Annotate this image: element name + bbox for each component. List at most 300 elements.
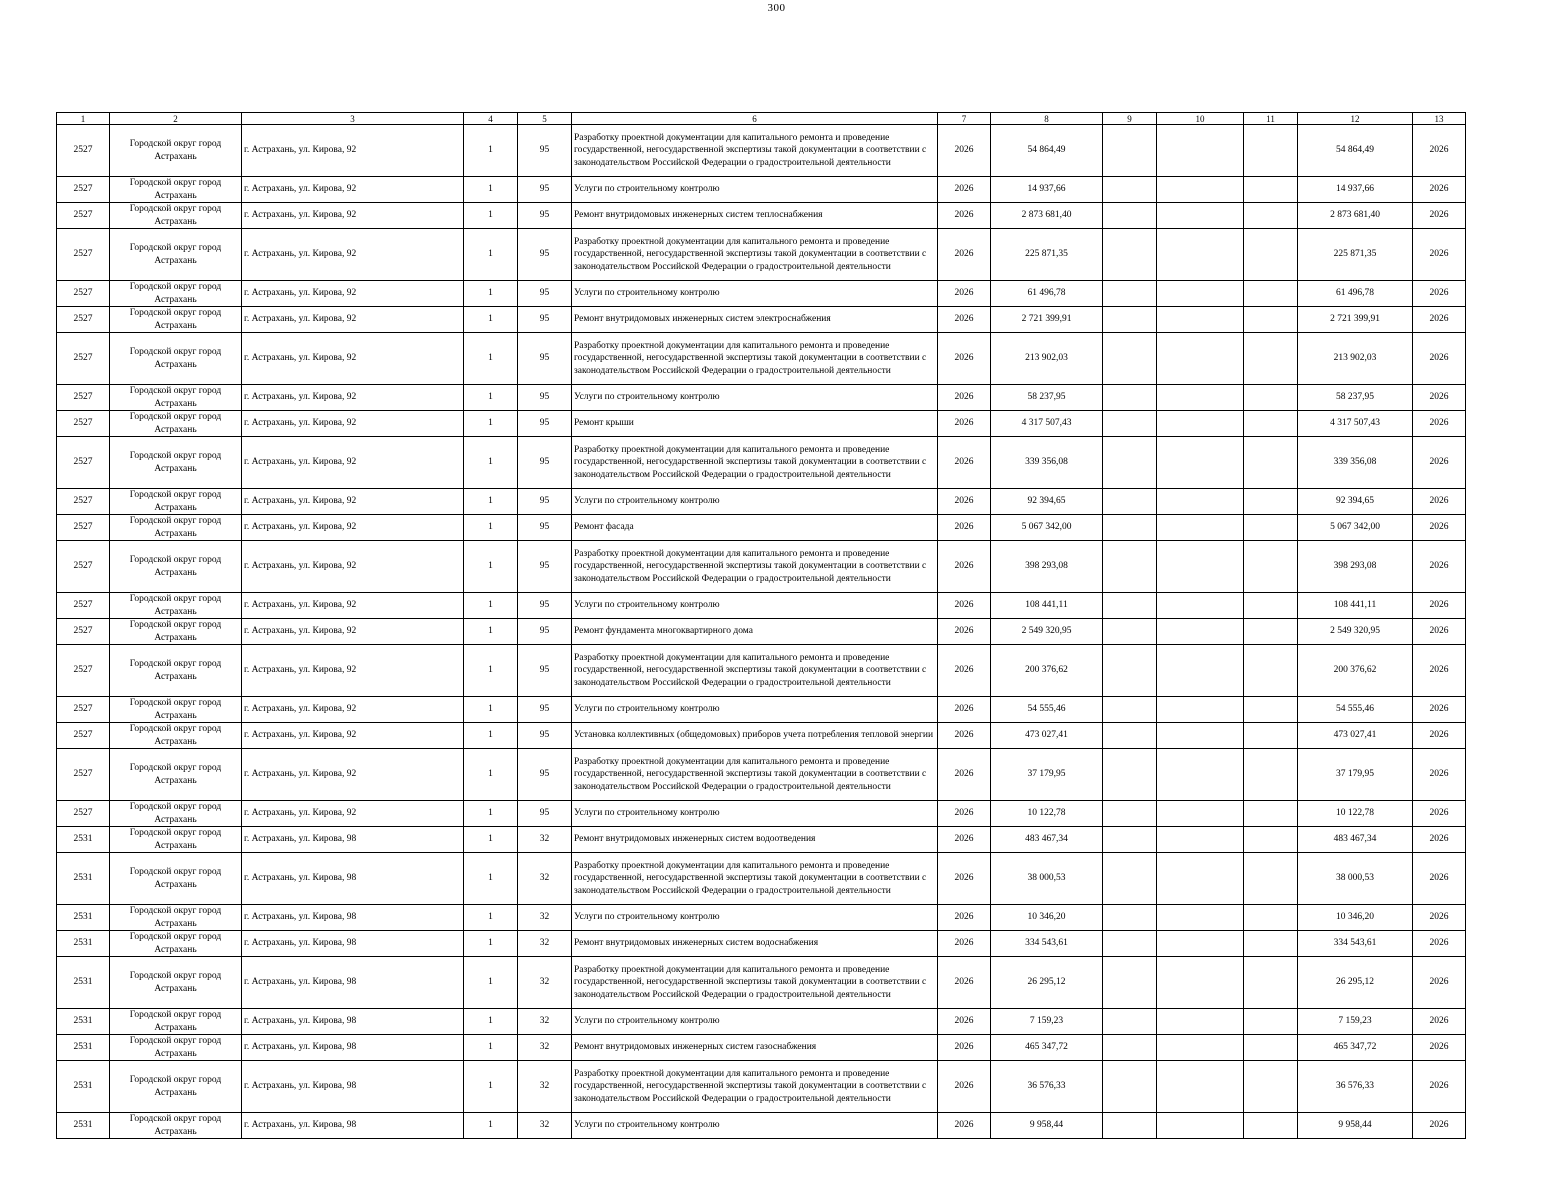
column-4-cell: 1 — [464, 437, 518, 489]
column-12-cost-cell: 9 958,44 — [1298, 1113, 1413, 1139]
column-12-cost-cell: 2 549 320,95 — [1298, 619, 1413, 645]
record-number-cell: 2527 — [57, 411, 110, 437]
address-cell: г. Астрахань, ул. Кирова, 92 — [242, 541, 464, 593]
column-12-cost-cell: 339 356,08 — [1298, 437, 1413, 489]
column-header: 10 — [1157, 113, 1244, 125]
record-number-cell: 2527 — [57, 489, 110, 515]
column-9-cell — [1103, 203, 1157, 229]
year-cell: 2026 — [938, 1035, 991, 1061]
year-cell: 2026 — [938, 515, 991, 541]
record-number-cell: 2527 — [57, 619, 110, 645]
table-row — [57, 1061, 1466, 1113]
record-number-cell: 2531 — [57, 1035, 110, 1061]
total-cost-cell: 54 555,46 — [991, 697, 1103, 723]
total-cost-cell: 54 864,49 — [991, 125, 1103, 177]
column-12-cost-cell: 5 067 342,00 — [1298, 515, 1413, 541]
column-9-cell — [1103, 619, 1157, 645]
column-10-cell — [1157, 515, 1244, 541]
column-11-cell — [1244, 801, 1298, 827]
record-number-cell: 2531 — [57, 905, 110, 931]
record-number-cell: 2527 — [57, 437, 110, 489]
column-12-cost-cell: 54 555,46 — [1298, 697, 1413, 723]
record-number-cell: 2527 — [57, 801, 110, 827]
column-12-cost-cell: 2 721 399,91 — [1298, 307, 1413, 333]
column-11-cell — [1244, 437, 1298, 489]
column-9-cell — [1103, 957, 1157, 1009]
year-cell: 2026 — [938, 801, 991, 827]
column-4-cell: 1 — [464, 593, 518, 619]
column-4-cell: 1 — [464, 1009, 518, 1035]
record-number-cell: 2527 — [57, 593, 110, 619]
column-9-cell — [1103, 1009, 1157, 1035]
total-cost-cell: 7 159,23 — [991, 1009, 1103, 1035]
column-header: 7 — [938, 113, 991, 125]
column-10-cell — [1157, 1035, 1244, 1061]
column-header: 6 — [572, 113, 938, 125]
table-row — [57, 1035, 1466, 1061]
table-row — [57, 281, 1466, 307]
column-4-cell: 1 — [464, 125, 518, 177]
table-row — [57, 203, 1466, 229]
column-5-cell: 95 — [518, 723, 572, 749]
municipality-cell: Городской округ город Астрахань — [110, 1009, 242, 1035]
year-cell: 2026 — [938, 281, 991, 307]
completion-year-cell: 2026 — [1413, 177, 1466, 203]
address-cell: г. Астрахань, ул. Кирова, 92 — [242, 619, 464, 645]
table-row — [57, 333, 1466, 385]
column-9-cell — [1103, 333, 1157, 385]
municipality-cell: Городской округ город Астрахань — [110, 931, 242, 957]
column-10-cell — [1157, 177, 1244, 203]
year-cell: 2026 — [938, 489, 991, 515]
work-type-cell: Услуги по строительному контролю — [572, 489, 938, 515]
column-11-cell — [1244, 1061, 1298, 1113]
completion-year-cell: 2026 — [1413, 437, 1466, 489]
municipality-cell: Городской округ город Астрахань — [110, 1061, 242, 1113]
column-5-cell: 95 — [518, 333, 572, 385]
year-cell: 2026 — [938, 749, 991, 801]
total-cost-cell: 10 122,78 — [991, 801, 1103, 827]
column-9-cell — [1103, 177, 1157, 203]
column-header: 1 — [57, 113, 110, 125]
column-12-cost-cell: 483 467,34 — [1298, 827, 1413, 853]
year-cell: 2026 — [938, 619, 991, 645]
column-5-cell: 32 — [518, 1009, 572, 1035]
column-10-cell — [1157, 801, 1244, 827]
column-4-cell: 1 — [464, 385, 518, 411]
column-header: 4 — [464, 113, 518, 125]
column-5-cell: 32 — [518, 1061, 572, 1113]
year-cell: 2026 — [938, 229, 991, 281]
column-4-cell: 1 — [464, 489, 518, 515]
column-5-cell: 95 — [518, 177, 572, 203]
address-cell: г. Астрахань, ул. Кирова, 98 — [242, 905, 464, 931]
column-10-cell — [1157, 385, 1244, 411]
column-11-cell — [1244, 853, 1298, 905]
column-4-cell: 1 — [464, 645, 518, 697]
municipality-cell: Городской округ город Астрахань — [110, 827, 242, 853]
year-cell: 2026 — [938, 1009, 991, 1035]
municipality-cell: Городской округ город Астрахань — [110, 203, 242, 229]
column-12-cost-cell: 4 317 507,43 — [1298, 411, 1413, 437]
address-cell: г. Астрахань, ул. Кирова, 92 — [242, 229, 464, 281]
total-cost-cell: 213 902,03 — [991, 333, 1103, 385]
column-12-cost-cell: 473 027,41 — [1298, 723, 1413, 749]
work-type-cell: Услуги по строительному контролю — [572, 385, 938, 411]
address-cell: г. Астрахань, ул. Кирова, 98 — [242, 1035, 464, 1061]
column-number-row — [57, 113, 1466, 125]
year-cell: 2026 — [938, 125, 991, 177]
total-cost-cell: 92 394,65 — [991, 489, 1103, 515]
record-number-cell: 2527 — [57, 229, 110, 281]
work-type-cell: Ремонт внутридомовых инженерных систем электроснабжения — [572, 307, 938, 333]
completion-year-cell: 2026 — [1413, 515, 1466, 541]
column-9-cell — [1103, 1113, 1157, 1139]
year-cell: 2026 — [938, 645, 991, 697]
column-11-cell — [1244, 333, 1298, 385]
address-cell: г. Астрахань, ул. Кирова, 92 — [242, 281, 464, 307]
total-cost-cell: 2 873 681,40 — [991, 203, 1103, 229]
record-number-cell: 2527 — [57, 749, 110, 801]
column-10-cell — [1157, 229, 1244, 281]
year-cell: 2026 — [938, 411, 991, 437]
column-9-cell — [1103, 697, 1157, 723]
municipality-cell: Городской округ город Астрахань — [110, 697, 242, 723]
completion-year-cell: 2026 — [1413, 229, 1466, 281]
column-10-cell — [1157, 905, 1244, 931]
address-cell: г. Астрахань, ул. Кирова, 92 — [242, 385, 464, 411]
column-11-cell — [1244, 125, 1298, 177]
work-type-cell: Ремонт внутридомовых инженерных систем газоснабжения — [572, 1035, 938, 1061]
column-4-cell: 1 — [464, 1113, 518, 1139]
column-4-cell: 1 — [464, 905, 518, 931]
column-10-cell — [1157, 1061, 1244, 1113]
total-cost-cell: 200 376,62 — [991, 645, 1103, 697]
column-11-cell — [1244, 931, 1298, 957]
column-5-cell: 95 — [518, 307, 572, 333]
total-cost-cell: 4 317 507,43 — [991, 411, 1103, 437]
record-number-cell: 2527 — [57, 515, 110, 541]
column-5-cell: 32 — [518, 827, 572, 853]
column-5-cell: 95 — [518, 515, 572, 541]
address-cell: г. Астрахань, ул. Кирова, 92 — [242, 437, 464, 489]
municipality-cell: Городской округ город Астрахань — [110, 229, 242, 281]
column-4-cell: 1 — [464, 931, 518, 957]
column-5-cell: 95 — [518, 437, 572, 489]
column-5-cell: 95 — [518, 697, 572, 723]
column-12-cost-cell: 10 346,20 — [1298, 905, 1413, 931]
column-header: 11 — [1244, 113, 1298, 125]
column-10-cell — [1157, 645, 1244, 697]
column-4-cell: 1 — [464, 723, 518, 749]
work-type-cell: Разработку проектной документации для капитального ремонта и проведение государственной, негосударственной экспертизы такой документации в соответствии с законодательством Российской Федерации о градостроительной деятельности — [572, 645, 938, 697]
column-11-cell — [1244, 905, 1298, 931]
work-type-cell: Разработку проектной документации для капитального ремонта и проведение государственной, негосударственной экспертизы такой документации в соответствии с законодательством Российской Федерации о градостроительной деятельности — [572, 437, 938, 489]
completion-year-cell: 2026 — [1413, 1061, 1466, 1113]
column-4-cell: 1 — [464, 281, 518, 307]
completion-year-cell: 2026 — [1413, 1035, 1466, 1061]
table-row — [57, 515, 1466, 541]
completion-year-cell: 2026 — [1413, 619, 1466, 645]
work-type-cell: Разработку проектной документации для капитального ремонта и проведение государственной, негосударственной экспертизы такой документации в соответствии с законодательством Российской Федерации о градостроительной деятельности — [572, 1061, 938, 1113]
address-cell: г. Астрахань, ул. Кирова, 98 — [242, 1009, 464, 1035]
column-9-cell — [1103, 827, 1157, 853]
completion-year-cell: 2026 — [1413, 593, 1466, 619]
work-type-cell: Услуги по строительному контролю — [572, 177, 938, 203]
address-cell: г. Астрахань, ул. Кирова, 92 — [242, 645, 464, 697]
table-row — [57, 723, 1466, 749]
municipality-cell: Городской округ город Астрахань — [110, 749, 242, 801]
year-cell: 2026 — [938, 827, 991, 853]
column-9-cell — [1103, 385, 1157, 411]
record-number-cell: 2527 — [57, 645, 110, 697]
municipality-cell: Городской округ город Астрахань — [110, 905, 242, 931]
completion-year-cell: 2026 — [1413, 411, 1466, 437]
record-number-cell: 2527 — [57, 203, 110, 229]
work-type-cell: Ремонт фундамента многоквартирного дома — [572, 619, 938, 645]
column-4-cell: 1 — [464, 411, 518, 437]
table-row — [57, 385, 1466, 411]
municipality-cell: Городской округ город Астрахань — [110, 1035, 242, 1061]
column-4-cell: 1 — [464, 177, 518, 203]
work-type-cell: Услуги по строительному контролю — [572, 1009, 938, 1035]
column-11-cell — [1244, 697, 1298, 723]
column-10-cell — [1157, 437, 1244, 489]
column-9-cell — [1103, 905, 1157, 931]
column-header: 13 — [1413, 113, 1466, 125]
table-row — [57, 697, 1466, 723]
column-12-cost-cell: 36 576,33 — [1298, 1061, 1413, 1113]
table-row — [57, 411, 1466, 437]
column-12-cost-cell: 54 864,49 — [1298, 125, 1413, 177]
column-12-cost-cell: 10 122,78 — [1298, 801, 1413, 827]
address-cell: г. Астрахань, ул. Кирова, 92 — [242, 177, 464, 203]
work-type-cell: Ремонт крыши — [572, 411, 938, 437]
year-cell: 2026 — [938, 957, 991, 1009]
completion-year-cell: 2026 — [1413, 1009, 1466, 1035]
record-number-cell: 2527 — [57, 177, 110, 203]
column-10-cell — [1157, 619, 1244, 645]
column-9-cell — [1103, 411, 1157, 437]
record-number-cell: 2527 — [57, 385, 110, 411]
work-type-cell: Услуги по строительному контролю — [572, 905, 938, 931]
record-number-cell: 2531 — [57, 1061, 110, 1113]
column-4-cell: 1 — [464, 307, 518, 333]
column-10-cell — [1157, 307, 1244, 333]
table-body — [57, 125, 1466, 1139]
column-5-cell: 32 — [518, 931, 572, 957]
column-9-cell — [1103, 1061, 1157, 1113]
column-4-cell: 1 — [464, 749, 518, 801]
address-cell: г. Астрахань, ул. Кирова, 92 — [242, 411, 464, 437]
column-12-cost-cell: 213 902,03 — [1298, 333, 1413, 385]
year-cell: 2026 — [938, 853, 991, 905]
column-11-cell — [1244, 593, 1298, 619]
column-11-cell — [1244, 827, 1298, 853]
work-type-cell: Услуги по строительному контролю — [572, 697, 938, 723]
column-11-cell — [1244, 723, 1298, 749]
municipality-cell: Городской округ город Астрахань — [110, 437, 242, 489]
column-10-cell — [1157, 723, 1244, 749]
municipality-cell: Городской округ город Астрахань — [110, 541, 242, 593]
column-4-cell: 1 — [464, 333, 518, 385]
address-cell: г. Астрахань, ул. Кирова, 98 — [242, 957, 464, 1009]
record-number-cell: 2527 — [57, 125, 110, 177]
column-11-cell — [1244, 177, 1298, 203]
municipality-cell: Городской округ город Астрахань — [110, 645, 242, 697]
column-11-cell — [1244, 619, 1298, 645]
total-cost-cell: 2 721 399,91 — [991, 307, 1103, 333]
address-cell: г. Астрахань, ул. Кирова, 98 — [242, 931, 464, 957]
total-cost-cell: 2 549 320,95 — [991, 619, 1103, 645]
column-9-cell — [1103, 489, 1157, 515]
total-cost-cell: 26 295,12 — [991, 957, 1103, 1009]
column-12-cost-cell: 26 295,12 — [1298, 957, 1413, 1009]
column-11-cell — [1244, 645, 1298, 697]
total-cost-cell: 10 346,20 — [991, 905, 1103, 931]
column-12-cost-cell: 37 179,95 — [1298, 749, 1413, 801]
address-cell: г. Астрахань, ул. Кирова, 92 — [242, 125, 464, 177]
table-row — [57, 827, 1466, 853]
address-cell: г. Астрахань, ул. Кирова, 92 — [242, 515, 464, 541]
total-cost-cell: 61 496,78 — [991, 281, 1103, 307]
column-12-cost-cell: 58 237,95 — [1298, 385, 1413, 411]
column-11-cell — [1244, 515, 1298, 541]
record-number-cell: 2531 — [57, 827, 110, 853]
work-type-cell: Ремонт внутридомовых инженерных систем водоотведения — [572, 827, 938, 853]
column-10-cell — [1157, 957, 1244, 1009]
completion-year-cell: 2026 — [1413, 541, 1466, 593]
address-cell: г. Астрахань, ул. Кирова, 92 — [242, 333, 464, 385]
column-10-cell — [1157, 593, 1244, 619]
completion-year-cell: 2026 — [1413, 801, 1466, 827]
table-row — [57, 177, 1466, 203]
column-12-cost-cell: 92 394,65 — [1298, 489, 1413, 515]
table-row — [57, 229, 1466, 281]
total-cost-cell: 483 467,34 — [991, 827, 1103, 853]
column-9-cell — [1103, 541, 1157, 593]
column-9-cell — [1103, 593, 1157, 619]
table-row — [57, 307, 1466, 333]
municipality-cell: Городской округ город Астрахань — [110, 489, 242, 515]
column-10-cell — [1157, 489, 1244, 515]
column-11-cell — [1244, 307, 1298, 333]
completion-year-cell: 2026 — [1413, 905, 1466, 931]
address-cell: г. Астрахань, ул. Кирова, 92 — [242, 801, 464, 827]
record-number-cell: 2527 — [57, 333, 110, 385]
column-5-cell: 32 — [518, 957, 572, 1009]
work-type-cell: Услуги по строительному контролю — [572, 801, 938, 827]
column-5-cell: 95 — [518, 203, 572, 229]
total-cost-cell: 465 347,72 — [991, 1035, 1103, 1061]
capital-repair-table — [56, 112, 1466, 1139]
column-11-cell — [1244, 957, 1298, 1009]
column-5-cell: 95 — [518, 593, 572, 619]
work-type-cell: Разработку проектной документации для капитального ремонта и проведение государственной, негосударственной экспертизы такой документации в соответствии с законодательством Российской Федерации о градостроительной деятельности — [572, 125, 938, 177]
column-12-cost-cell: 7 159,23 — [1298, 1009, 1413, 1035]
completion-year-cell: 2026 — [1413, 749, 1466, 801]
total-cost-cell: 36 576,33 — [991, 1061, 1103, 1113]
record-number-cell: 2527 — [57, 281, 110, 307]
column-4-cell: 1 — [464, 801, 518, 827]
total-cost-cell: 9 958,44 — [991, 1113, 1103, 1139]
year-cell: 2026 — [938, 307, 991, 333]
column-4-cell: 1 — [464, 203, 518, 229]
completion-year-cell: 2026 — [1413, 645, 1466, 697]
column-9-cell — [1103, 307, 1157, 333]
municipality-cell: Городской округ город Астрахань — [110, 801, 242, 827]
work-type-cell: Услуги по строительному контролю — [572, 281, 938, 307]
address-cell: г. Астрахань, ул. Кирова, 98 — [242, 853, 464, 905]
total-cost-cell: 5 067 342,00 — [991, 515, 1103, 541]
table-row — [57, 957, 1466, 1009]
column-5-cell: 32 — [518, 1035, 572, 1061]
column-11-cell — [1244, 541, 1298, 593]
address-cell: г. Астрахань, ул. Кирова, 98 — [242, 827, 464, 853]
total-cost-cell: 334 543,61 — [991, 931, 1103, 957]
column-header: 9 — [1103, 113, 1157, 125]
address-cell: г. Астрахань, ул. Кирова, 98 — [242, 1061, 464, 1113]
completion-year-cell: 2026 — [1413, 125, 1466, 177]
completion-year-cell: 2026 — [1413, 307, 1466, 333]
column-10-cell — [1157, 541, 1244, 593]
column-11-cell — [1244, 385, 1298, 411]
table-row — [57, 489, 1466, 515]
column-12-cost-cell: 61 496,78 — [1298, 281, 1413, 307]
municipality-cell: Городской округ город Астрахань — [110, 957, 242, 1009]
column-4-cell: 1 — [464, 619, 518, 645]
record-number-cell: 2527 — [57, 723, 110, 749]
completion-year-cell: 2026 — [1413, 697, 1466, 723]
completion-year-cell: 2026 — [1413, 281, 1466, 307]
column-10-cell — [1157, 853, 1244, 905]
column-9-cell — [1103, 515, 1157, 541]
column-10-cell — [1157, 203, 1244, 229]
completion-year-cell: 2026 — [1413, 333, 1466, 385]
column-4-cell: 1 — [464, 1061, 518, 1113]
address-cell: г. Астрахань, ул. Кирова, 92 — [242, 203, 464, 229]
completion-year-cell: 2026 — [1413, 489, 1466, 515]
column-12-cost-cell: 398 293,08 — [1298, 541, 1413, 593]
address-cell: г. Астрахань, ул. Кирова, 92 — [242, 723, 464, 749]
page-number: 300 — [767, 2, 786, 14]
table-row — [57, 749, 1466, 801]
column-10-cell — [1157, 1009, 1244, 1035]
total-cost-cell: 108 441,11 — [991, 593, 1103, 619]
table-row — [57, 437, 1466, 489]
column-5-cell: 95 — [518, 541, 572, 593]
municipality-cell: Городской округ город Астрахань — [110, 593, 242, 619]
column-5-cell: 32 — [518, 905, 572, 931]
total-cost-cell: 58 237,95 — [991, 385, 1103, 411]
completion-year-cell: 2026 — [1413, 931, 1466, 957]
work-type-cell: Услуги по строительному контролю — [572, 1113, 938, 1139]
column-4-cell: 1 — [464, 697, 518, 723]
total-cost-cell: 398 293,08 — [991, 541, 1103, 593]
column-5-cell: 32 — [518, 853, 572, 905]
work-type-cell: Разработку проектной документации для капитального ремонта и проведение государственной, негосударственной экспертизы такой документации в соответствии с законодательством Российской Федерации о градостроительной деятельности — [572, 749, 938, 801]
column-4-cell: 1 — [464, 515, 518, 541]
record-number-cell: 2527 — [57, 541, 110, 593]
address-cell: г. Астрахань, ул. Кирова, 92 — [242, 593, 464, 619]
table-row — [57, 905, 1466, 931]
address-cell: г. Астрахань, ул. Кирова, 92 — [242, 489, 464, 515]
column-11-cell — [1244, 1035, 1298, 1061]
table-header — [57, 113, 1466, 125]
year-cell: 2026 — [938, 541, 991, 593]
completion-year-cell: 2026 — [1413, 723, 1466, 749]
column-5-cell: 95 — [518, 125, 572, 177]
